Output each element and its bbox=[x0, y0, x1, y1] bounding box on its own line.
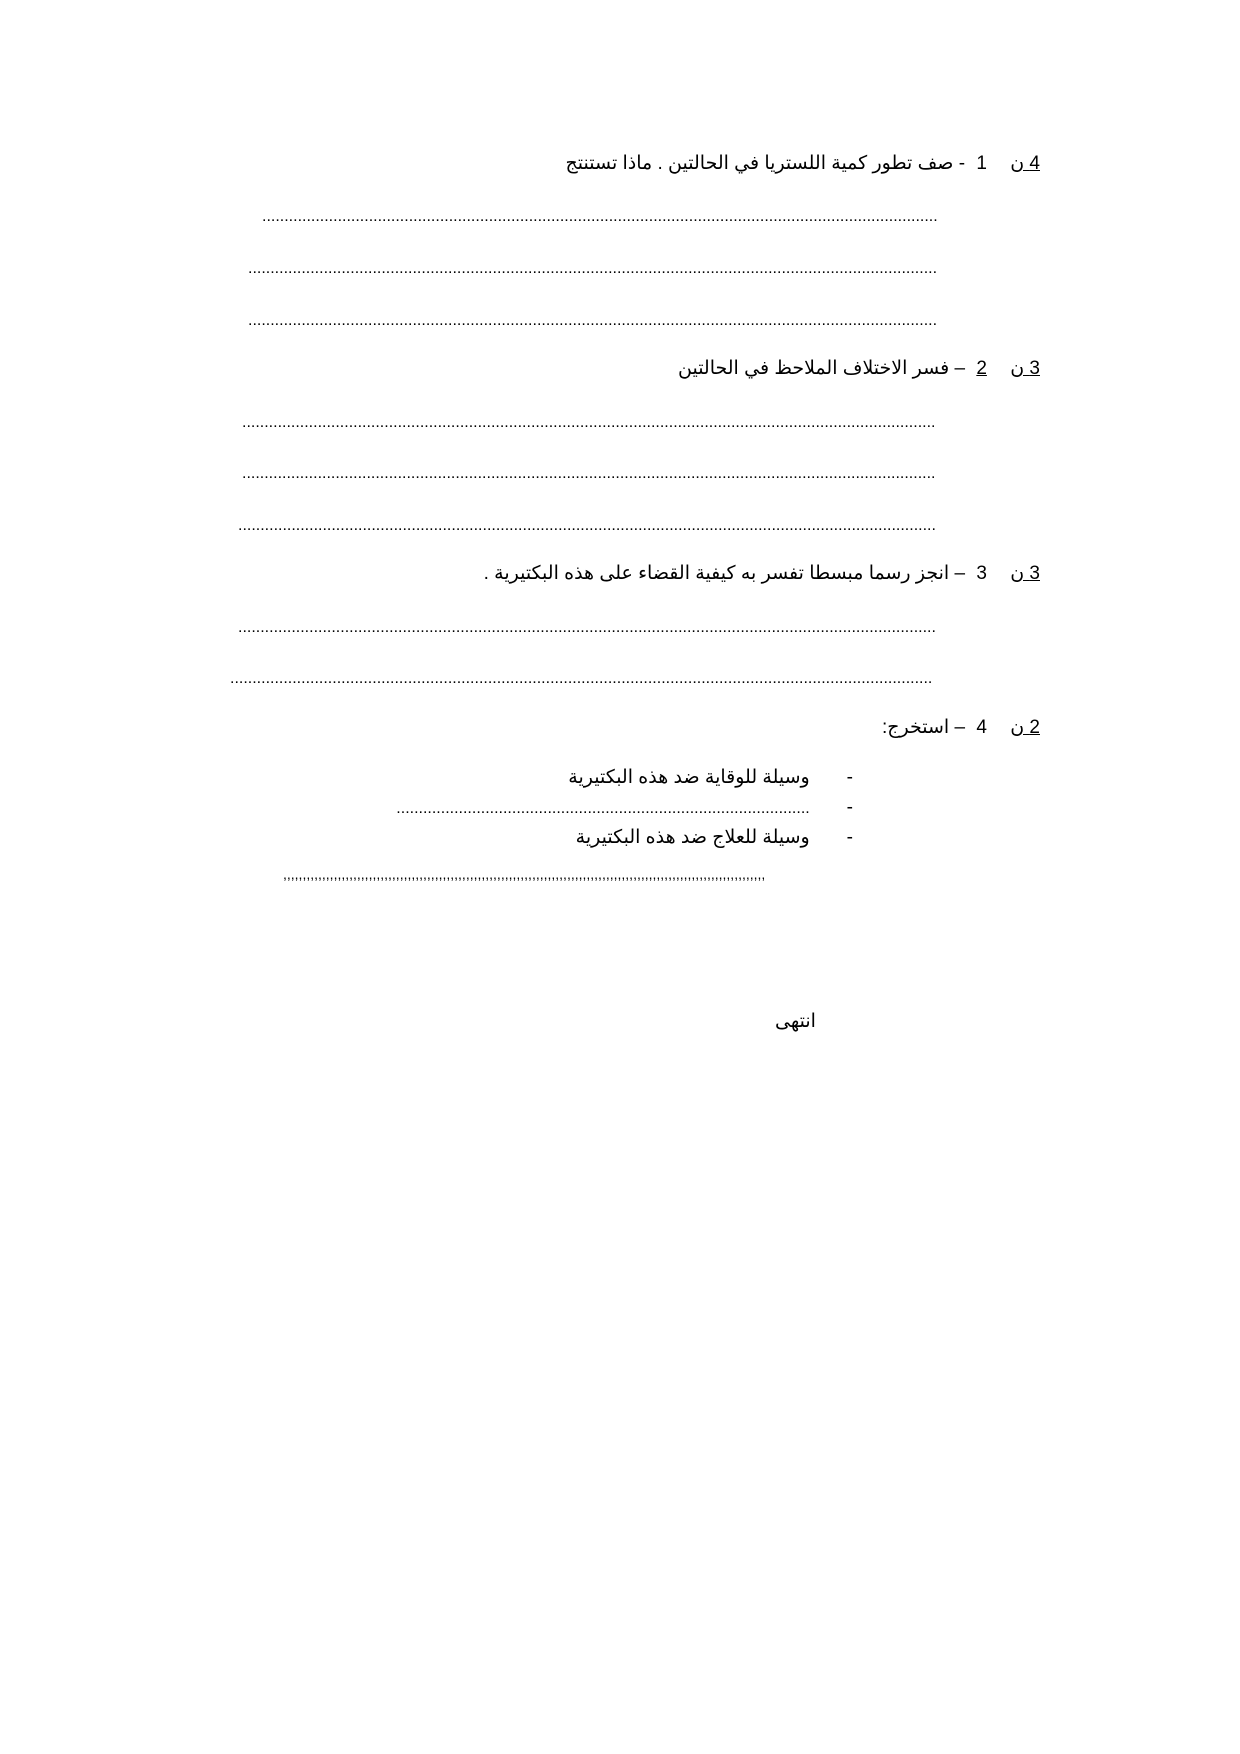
question-1-text: - صف تطور كمية اللستريا في الحالتين . ماذا تستنتج bbox=[565, 153, 966, 174]
question-3-number: 3 bbox=[976, 563, 987, 584]
list-item-text: وسيلة للوقاية ضد هذه البكتيرية bbox=[568, 767, 810, 788]
answer-line[interactable]: ............................................................................................................................................................ bbox=[242, 415, 936, 431]
list-item bbox=[576, 826, 853, 850]
answer-line[interactable]: ............................................................................................................................................................. bbox=[238, 518, 936, 534]
list-item-text: وسيلة للعلاج ضد هذه البكتيرية bbox=[575, 827, 810, 848]
question-3-text: – انجز رسما مبسطا تفسر به كيفية القضاء على هذه البكتيرية . bbox=[483, 563, 966, 584]
question-2-text: – فسر الاختلاف الملاحظ في الحالتين bbox=[678, 358, 966, 379]
end-text: انتهى bbox=[775, 1011, 816, 1032]
question-2 bbox=[678, 357, 1040, 381]
question-4-number: 4 bbox=[976, 717, 987, 738]
question-2-number: 2 bbox=[976, 358, 987, 379]
list-bullet: - bbox=[846, 827, 853, 848]
question-4-text: – استخرج: bbox=[881, 717, 966, 738]
answer-line[interactable]: ........................................................................................................................................................... bbox=[248, 313, 938, 329]
list-item bbox=[568, 766, 853, 790]
answer-line[interactable]: ............................................................................................................................................................. bbox=[238, 620, 936, 636]
answer-line[interactable]: ............................................................................................................................................................ bbox=[242, 466, 936, 482]
answer-line[interactable]: ........................................................................................................................................................... bbox=[248, 261, 938, 277]
question-1-points: 4 ن bbox=[1010, 153, 1040, 174]
question-1 bbox=[566, 152, 1040, 176]
question-3 bbox=[484, 562, 1040, 586]
answer-line[interactable]: ........................................................................................................................................................ bbox=[262, 209, 938, 225]
list-bullet: - bbox=[846, 797, 853, 818]
question-2-points: 3 ن bbox=[1010, 358, 1040, 379]
list-item[interactable] bbox=[396, 796, 853, 821]
list-bullet: - bbox=[846, 767, 853, 788]
answer-line[interactable]: ............................................................................................. bbox=[396, 800, 810, 817]
answer-line[interactable]: ,,,,,,,,,,,,,,,,,,,,,,,,,,,,,,,,,,,,,,,,,,,,,,,,,,,,,,,,,,,,,,,,,,,,,,,,,,,,,,,,,,,,,,,,,,,,,,,,,,,,,,,,,,,,,,,,,,,,,,,,,,,, bbox=[283, 866, 766, 882]
answer-line[interactable]: .............................................................................................................................................................. bbox=[230, 671, 933, 687]
question-1-number: 1 bbox=[976, 153, 987, 174]
question-4-points: 2 ن bbox=[1010, 717, 1040, 738]
question-4 bbox=[882, 716, 1040, 740]
question-3-points: 3 ن bbox=[1010, 563, 1040, 584]
